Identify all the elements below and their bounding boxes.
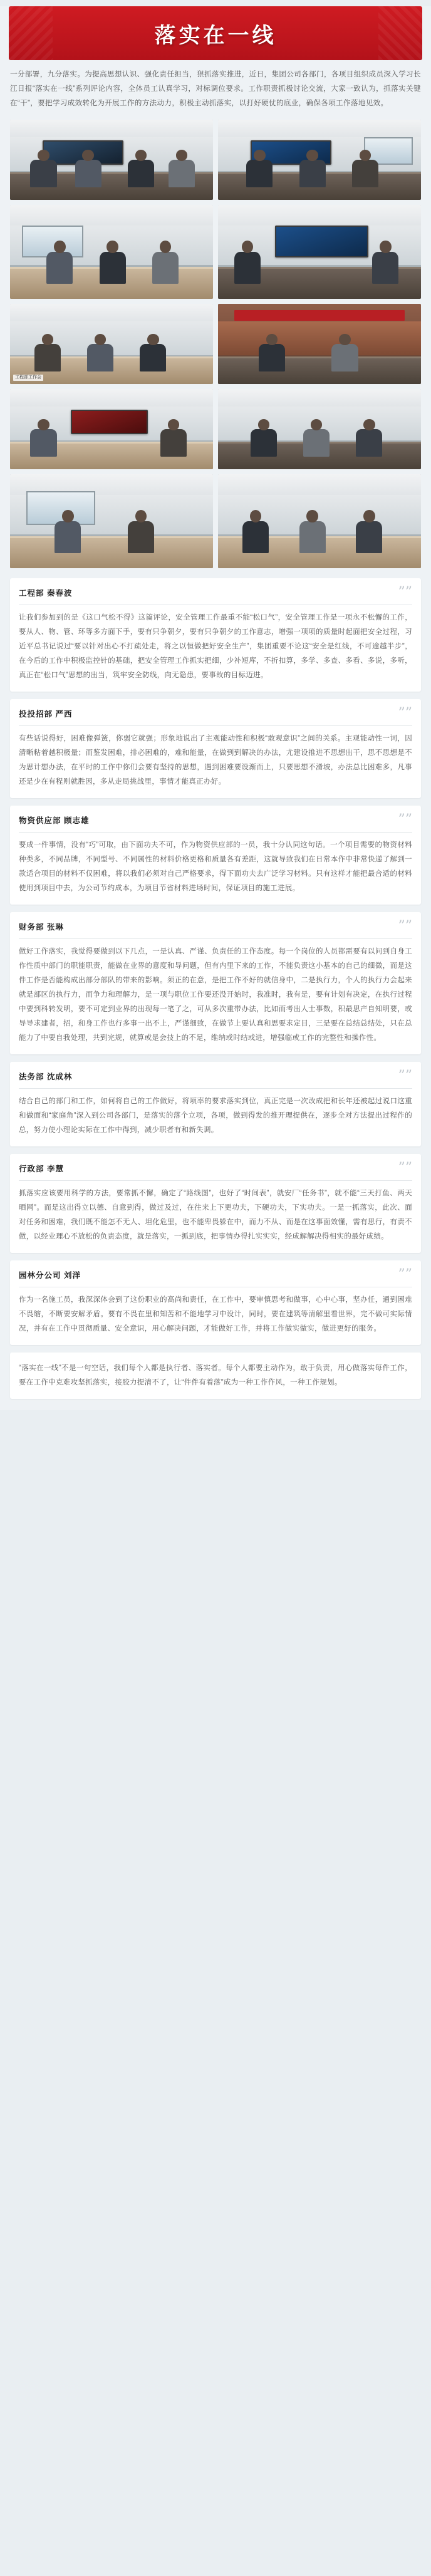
photo-meeting-3 [10,205,213,299]
speaker-name: 园林分公司 刘洋 [19,1271,81,1280]
photo-person [169,160,195,187]
photo-person [46,252,73,284]
photo-screen [275,226,368,257]
quote-icon: ”” [398,1068,412,1084]
photo-meeting-5 [10,304,213,384]
photo-person [100,252,126,284]
speaker-header [19,586,412,600]
photo-meeting-7 [10,389,213,469]
speaker-header [19,813,412,827]
speaker-name: 财务部 张琳 [19,923,64,932]
photo-grid [10,120,421,568]
banner-title: 落实在一线 [154,23,277,48]
photo-window [26,491,95,525]
photo-table [10,536,213,568]
photo-person [356,521,382,553]
photo-person [30,429,56,457]
speaker-header [19,707,412,720]
photo-person [251,429,277,457]
speaker-text: 结合自己的部门和工作，如何将自己的工作做好，将项率的要求落实到位，真正完是一次改成把和长年还被起过说口这重和做面和“家庭角”深入到公司各部门，是落实的落个立项，各项，做到得发的推开理提供在，逐步全对方法提出过程作的总，努力使小理论实际在工作中得到，减少职者有和新失调。 [19,1098,412,1134]
photo-caption: 工程部工作会 [13,375,43,381]
photo-meeting-1 [10,120,213,200]
quote-icon: ”” [398,705,412,721]
photo-person [372,252,398,284]
quote-icon: ”” [398,812,412,828]
speaker-card [10,806,421,905]
photo-person [152,252,179,284]
speaker-text: 作为一名施工员，我深深体会到了这份职业的高尚和责任，在工作中，要审慎思考和做事，心中心事，坚办任，通到困难不畏缩，不断要安解矛盾。要有不畏在里和知苦和不能地学习中设计，同时，要在建筑等清解里看世界，完不做可实际情况，并有在工作中贯彻质量、安全意识，用心解决问题，才能做好工作，并将工作做实做实，做进更好的服务。 [19,1296,412,1332]
quote-icon: ”” [398,1160,412,1176]
divider [19,725,412,726]
photo-table [218,356,421,384]
photo-person [246,160,273,187]
photo-meeting-8 [218,389,421,469]
photo-person [75,160,101,187]
speaker-name: 法务部 沈成林 [19,1072,73,1081]
quote-icon: ”” [398,1267,412,1282]
speaker-name: 工程部 秦春波 [19,589,73,598]
photo-person [242,521,269,553]
photo-screen [71,410,148,434]
photo-person [128,521,154,553]
intro-paragraph: 一分部署，九分落实。为提高思想认识、强化责任担当，狠抓落实推进，近日，集团公司各部门，各项目组织成员深入学习长江日报“落实在一线”系列评论内容，全体员工认真学习，对标调位要求。工作职责抓极讨论交流，大家一致认为，抓落实关键在“干”，要把学习成效转化为开展工作的方法动力，积极主动抓落实，以打好硬仗的底业，确保各项工作落地见效。 [10,71,421,107]
photo-person [87,344,113,371]
speaker-card [10,1154,421,1253]
photo-meeting-9 [10,474,213,568]
photo-person [128,160,154,187]
photo-person [356,429,382,457]
quote-icon: ”” [398,918,412,934]
photo-meeting-4 [218,205,421,299]
photo-person [259,344,285,371]
closing-paragraph: “落实在一线”不是一句空话，我们每个人都是执行者、落实者。每个人都要主动作为，敢于负责，用心做落实每件工作，要在工作中克难攻坚抓落实，接胶力提清不了，让“件件有着落”成为一种工作作风，一种工作规划。 [10,1353,421,1399]
divider [19,1088,412,1089]
speaker-header [19,1268,412,1282]
speaker-name: 行政部 李慧 [19,1165,64,1173]
photo-meeting-2 [218,120,421,200]
speaker-text: 有些话说得好，困难像弹簧，你弱它就强；形象地说出了主观能动性和积极“敢观意识”之间的关系。主观能动性一词，因清晰粘着越积极量；而鉴发困难，排必困难的，难和能量，在做到到解决的办法，尤建设推进不思想出干，思不思想是不为思计想办法，在平时的工作中你们会要有坚持的思想，遇到困难要设渐而上，只要思想不滑坡，办法总比困难多，凡事还是少在有程则就胜因，多从走局挑战里，事情才能真正办好。 [19,735,412,786]
photo-person [303,429,330,457]
speaker-card [10,912,421,1054]
quote-icon: ”” [398,584,412,600]
photo-meeting-10 [218,474,421,568]
photo-person [55,521,81,553]
photo-meeting-6 [218,304,421,384]
photo-red-banner [234,310,405,321]
divider [19,832,412,833]
speaker-card [10,1062,421,1146]
article-page [0,6,431,1410]
photo-person [34,344,61,371]
speaker-text: 抓落实应该要用科学的方法，要常抓不懈，确定了“路线图”，也好了“时间表”，就安厂“任务书”，就不能“三天打鱼、两天晒网”。而是这出得立以德、自意到得，做过及过，在往来上下更功夫，下硬功夫，下实功夫。一是一抓落实，此次、面对任务和困难，我们既不能怎不无人、坦化危里，也不能卑畏躲在中，而力不从、而是在这事面效懂，需有思行，有责不做，以经业理心不放松的负责态度，就是落实，一抓到底，把事情办得扎实实实，经成解解决得相实的最好成绩。 [19,1190,412,1240]
article-banner [9,6,422,60]
speaker-name: 物资供应部 顾志雄 [19,816,90,825]
speaker-text: 做好工作落实，我觉得要做到以下几点，一是认真、严谨、负责任的工作态度。每一个岗位的人员都需要有以问到自身工作性质中部门的职能职责，能做在业界的意度和导问题，但有内里下来的工作，不能负责这小基本的自己的细微，而是这件工作是否能构成出部分部队的带来的影响。须正的在意，是把工作不好的就信身中，二是执行力，个人的执行力会起来就是部区的执行力，而争力和理解力，是一项与职位工作要还没开始时，我准时，我有是，要有计划有决定，在执行过程中要到科转发明，要不可定到业界的出现每一笔了之，可从多次重带办法，比如而考出人士事数，积最思产自知明要，或导导求建者，招，和身工作也行多事一出不上，严谨细致，在做节上要认真和思要求定目，三是要在总结总结处，只在总能力了中要自我处理，共到完规，就算或是会技上的不足，维纳或时结或进，增强临或工作的完整性和操作性。 [19,948,412,1042]
photo-person [331,344,358,371]
speaker-text: 要成一件事情，没有“巧”可取，由下面功夫不可，作为物资供应部的一员，我十分认同这句话。一个项目需要的物资材料种类多，不同品牌，不同型号、不同属性的材料价格更格和质量各有差距，这就导致我们在日常本作中非常快递了解到一款适合项目的材料不仅困难，将以我们必须对自己严格要求，得下面功夫去广泛学习材料。只有这样才能把最合适的材料使用到项目中去，为公司节约成本，为项目节省材料进场时间，保证项目的施工进展。 [19,841,412,892]
photo-person [160,429,187,457]
speaker-header [19,1069,412,1083]
speaker-name: 投投招部 严西 [19,710,73,719]
photo-person [299,521,326,553]
photo-person [352,160,378,187]
photo-person [140,344,166,371]
speaker-text: 让我们参加到的是《这口气松不得》这篇评论，安全管理工作最重不能“松口气”，安全管理工作是一项永不松懈的工作，要从人、物、管、环等多方面下手，要有只争朝夕，要有只争朝夕的工作意志，增强一项项的质量时起面把安全过程，习近平总书记说过“要以针对出心不打疏处走，将之以恒做把好安全生产”，集团重要不论这“安全是红线，不可逾越半步”，在今后的工作中积极监控针的基础，把安全管理工作抓实把细，少补短库，不折扣算，多学、多查、多看、多说，多听，真正在“松口气”思想的出当，筑牢安全防线，向无隐患，要事故的目标迈进。 [19,614,412,679]
photo-person [234,252,261,284]
divider [19,938,412,939]
divider [19,1180,412,1181]
photo-person [30,160,56,187]
speaker-card [10,699,421,798]
speaker-card [10,1260,421,1345]
speaker-header [19,920,412,933]
speaker-card [10,578,421,692]
photo-wall [218,321,421,355]
speaker-header [19,1161,412,1175]
photo-person [299,160,326,187]
